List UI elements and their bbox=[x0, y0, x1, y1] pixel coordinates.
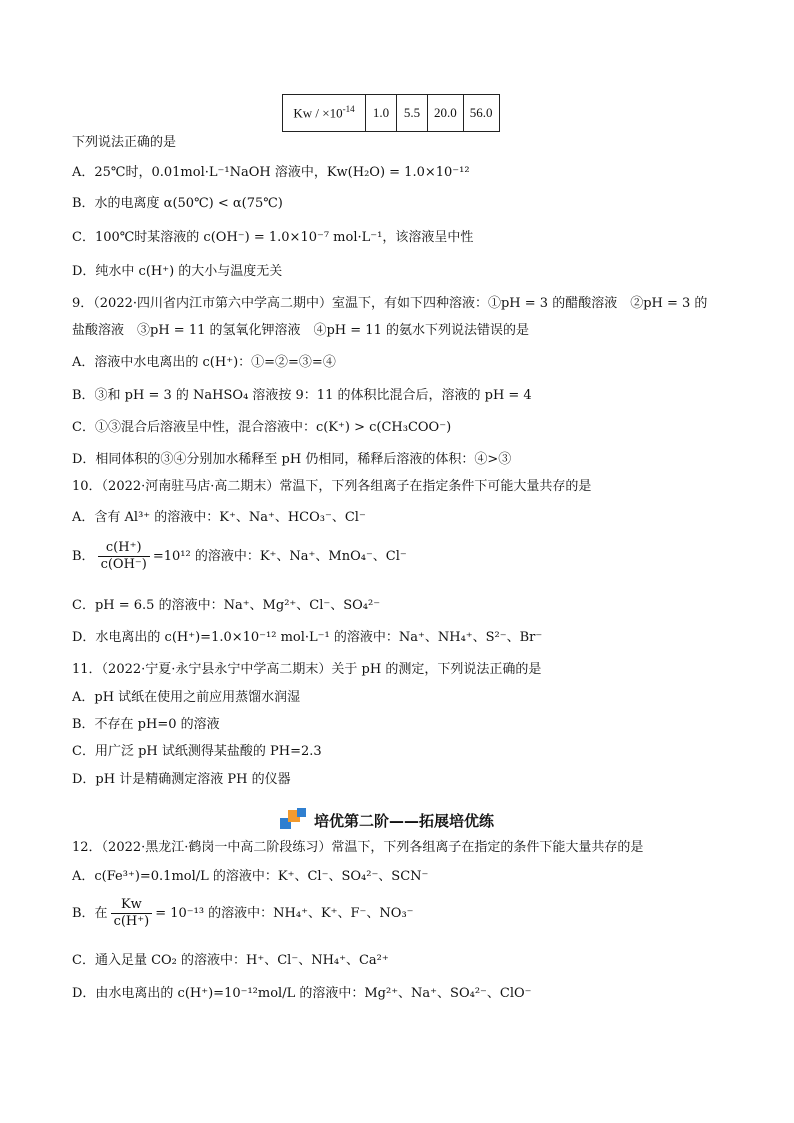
fraction-numerator: Kw bbox=[111, 897, 153, 914]
option-prefix: B．在 bbox=[72, 906, 108, 921]
fraction-numerator: c(H⁺) bbox=[98, 540, 150, 557]
q10-stem: 10．（2022·河南驻马店·高二期末）常温下，下列各组离子在指定条件下可能大量共存的是 bbox=[72, 479, 592, 494]
q12-option-d: D．由水电离出的 c(H⁺)=10⁻¹²mol/L 的溶液中：Mg²⁺、Na⁺、SO₄²⁻、ClO⁻ bbox=[72, 986, 532, 1001]
section-logo-icon bbox=[297, 808, 306, 817]
q8-stem: 下列说法正确的是 bbox=[72, 135, 177, 150]
q12-option-c: C．通入足量 CO₂ 的溶液中：H⁺、Cl⁻、NH₄⁺、Ca²⁺ bbox=[72, 953, 389, 968]
q9-stem-line2: 盐酸溶液 ③pH = 11 的氢氧化钾溶液 ④pH = 11 的氨水下列说法错误的是 bbox=[72, 323, 529, 338]
q11-option-a: A．pH 试纸在使用之前应用蒸馏水润湿 bbox=[72, 690, 301, 705]
section-heading bbox=[280, 808, 540, 832]
q10-option-c: C．pH = 6.5 的溶液中：Na⁺、Mg²⁺、Cl⁻、SO₄²⁻ bbox=[72, 598, 381, 613]
q10-option-b bbox=[72, 540, 407, 574]
q8-option-d: D．纯水中 c(H⁺) 的大小与温度无关 bbox=[72, 264, 283, 279]
kw-value-cell: 56.0 bbox=[463, 95, 499, 132]
option-text: =10¹² 的溶液中：K⁺、Na⁺、MnO₄⁻、Cl⁻ bbox=[152, 549, 407, 564]
q10-option-a: A．含有 Al³⁺ 的溶液中：K⁺、Na⁺、HCO₃⁻、Cl⁻ bbox=[72, 510, 366, 525]
q10-option-d: D．水电离出的 c(H⁺)=1.0×10⁻¹² mol·L⁻¹ 的溶液中：Na⁺、NH₄⁺、S²⁻、Br⁻ bbox=[72, 630, 543, 645]
q8-option-c: C．100℃时某溶液的 c(OH⁻) = 1.0×10⁻⁷ mol·L⁻¹，该溶液呈中性 bbox=[72, 230, 474, 245]
kw-value-cell: 5.5 bbox=[397, 95, 428, 132]
q11-option-c: C．用广泛 pH 试纸测得某盐酸的 PH=2.3 bbox=[72, 744, 322, 759]
kw-value-cell: 1.0 bbox=[366, 95, 397, 132]
table-row bbox=[283, 95, 500, 132]
q9-option-d: D．相同体积的③④分别加水稀释至 pH 仍相同，稀释后溶液的体积：④>③ bbox=[72, 452, 512, 467]
q11-stem: 11．（2022·宁夏·永宁县永宁中学高二期末）关于 pH 的测定，下列说法正确的是 bbox=[72, 662, 542, 677]
kw-table bbox=[282, 94, 500, 132]
q9-option-b: B．③和 pH = 3 的 NaHSO₄ 溶液按 9：11 的体积比混合后，溶液的 pH = 4 bbox=[72, 388, 532, 403]
fraction bbox=[111, 897, 153, 930]
kw-value-cell: 20.0 bbox=[428, 95, 464, 132]
fraction-denominator: c(OH⁻) bbox=[100, 557, 147, 572]
kw-header-cell bbox=[283, 95, 366, 132]
option-text: = 10⁻¹³ 的溶液中：NH₄⁺、K⁺、F⁻、NO₃⁻ bbox=[155, 906, 414, 921]
q9-option-c: C．①③混合后溶液呈中性，混合溶液中：c(K⁺) > c(CH₃COO⁻) bbox=[72, 420, 452, 435]
section-title: 培优第二阶——拓展培优练 bbox=[314, 812, 495, 830]
q11-option-d: D．pH 计是精确测定溶液 PH 的仪器 bbox=[72, 772, 291, 787]
q8-option-b: B．水的电离度 α(50℃) < α(75℃) bbox=[72, 196, 283, 211]
q9-option-a: A．溶液中水电离出的 c(H⁺)：①=②=③=④ bbox=[72, 355, 336, 370]
q12-stem: 12．（2022·黑龙江·鹤岗一中高二阶段练习）常温下，下列各组离子在指定的条件下能大量共存的是 bbox=[72, 840, 644, 855]
q8-option-a: A．25℃时，0.01mol·L⁻¹NaOH 溶液中，Kw(H₂O) = 1.0×10⁻¹² bbox=[72, 165, 470, 180]
kw-header-exponent: -14 bbox=[342, 104, 355, 115]
kw-header-label: Kw / ×10 bbox=[293, 105, 343, 121]
q9-stem-line1: 9．（2022·四川省内江市第六中学高二期中）室温下，有如下四种溶液：①pH = 3 的醋酸溶液 ②pH = 3 的 bbox=[72, 296, 708, 311]
q12-option-a: A．c(Fe³⁺)=0.1mol/L 的溶液中：K⁺、Cl⁻、SO₄²⁻、SCN⁻ bbox=[72, 869, 429, 884]
fraction-denominator: c(H⁺) bbox=[113, 914, 150, 929]
option-prefix: B． bbox=[72, 549, 95, 564]
q12-option-b bbox=[72, 896, 414, 932]
q11-option-b: B．不存在 pH=0 的溶液 bbox=[72, 717, 220, 732]
fraction bbox=[98, 540, 150, 573]
